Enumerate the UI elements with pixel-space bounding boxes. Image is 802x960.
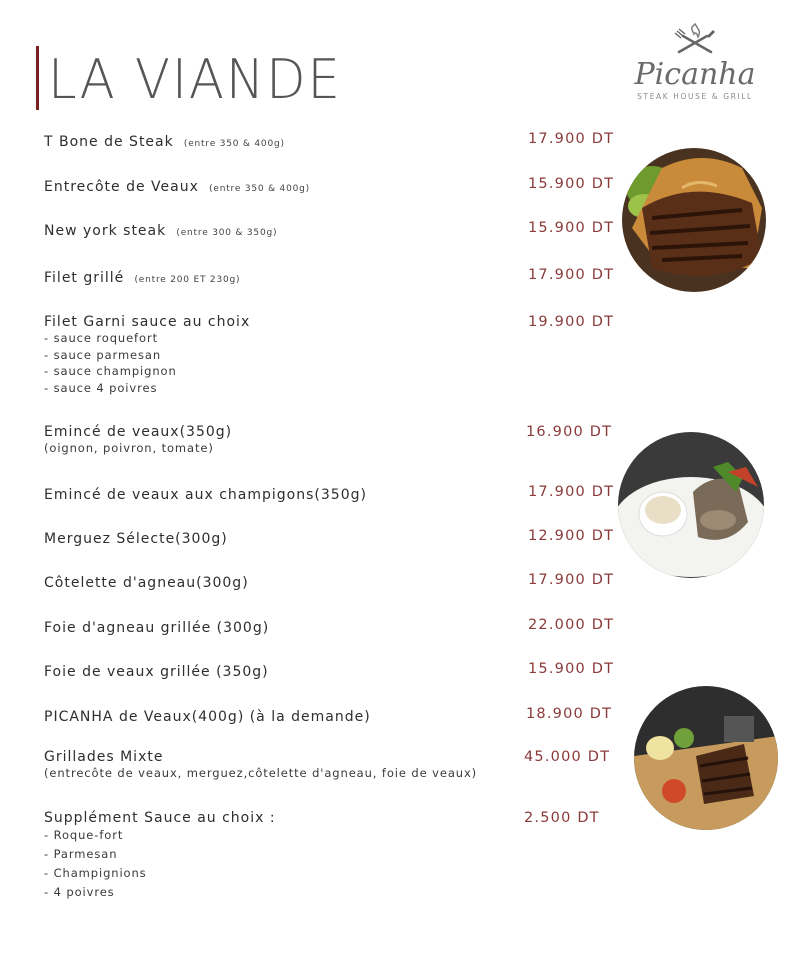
item-price: 17.900 DT — [528, 131, 615, 147]
menu-item — [44, 661, 624, 680]
menu-item — [44, 131, 624, 150]
item-name: Entrecôte de Veaux — [44, 179, 199, 195]
logo-name: Picanha — [634, 57, 756, 92]
item-name: PICANHA de Veaux(400g) (à la demande) — [44, 709, 371, 725]
menu-item — [44, 220, 624, 239]
menu-item — [44, 749, 624, 782]
item-name: Grillades Mixte — [44, 749, 164, 765]
menu-item — [44, 810, 624, 902]
item-price: 16.900 DT — [526, 424, 613, 440]
restaurant-logo — [630, 22, 760, 106]
item-name: Emincé de veaux aux champigons(350g) — [44, 487, 367, 503]
sauce-option: - sauce parmesan — [44, 347, 162, 362]
item-note: (entre 350 & 400g) — [209, 184, 310, 194]
menu-item — [44, 617, 624, 636]
sauce-option: - sauce champignon — [44, 364, 177, 378]
item-name: Foie de veaux grillée (350g) — [44, 664, 269, 680]
sauce-option: - Parmesan — [44, 847, 118, 861]
emince-photo — [618, 432, 764, 578]
menu-item — [44, 484, 624, 503]
item-name: Supplément Sauce au choix : — [44, 810, 276, 826]
steak-photo — [622, 148, 766, 292]
item-price: 2.500 DT — [524, 810, 600, 826]
item-name: Emincé de veaux(350g) — [44, 424, 233, 440]
item-price: 17.900 DT — [528, 484, 615, 500]
item-name: Filet grillé — [44, 270, 125, 286]
item-price: 15.900 DT — [528, 176, 615, 192]
item-price: 22.000 DT — [528, 617, 615, 633]
menu-item — [44, 706, 624, 725]
item-note: (entre 300 & 350g) — [176, 228, 278, 238]
menu-item — [44, 528, 624, 547]
sauce-option: - sauce 4 poivres — [44, 380, 158, 395]
item-name: T Bone de Steak — [44, 134, 174, 150]
sauce-option: - Champignions — [44, 866, 147, 880]
title-accent-bar — [36, 46, 39, 110]
item-price: 19.900 DT — [528, 314, 615, 330]
item-name: New york steak — [44, 223, 167, 239]
page-title: LA VIANDE — [48, 48, 342, 111]
item-price: 18.900 DT — [526, 706, 613, 722]
item-price: 15.900 DT — [528, 661, 615, 677]
grillades-photo — [634, 686, 778, 830]
item-price: 17.900 DT — [528, 572, 615, 588]
item-name: Merguez Sélecte(300g) — [44, 531, 228, 547]
menu-item — [44, 424, 624, 457]
item-name: Foie d'agneau grillée (300g) — [44, 620, 270, 636]
item-name: Côtelette d'agneau(300g) — [44, 575, 249, 591]
menu-item — [44, 572, 624, 591]
item-note: (entre 350 & 400g) — [183, 139, 285, 149]
logo-subtitle: STEAK HOUSE & GRILL — [637, 92, 753, 101]
sauce-option: - sauce roquefort — [44, 331, 158, 345]
sauce-option: - Roque-fort — [44, 828, 124, 842]
item-note: (entre 200 ET 230g) — [134, 275, 241, 285]
item-price: 12.900 DT — [528, 528, 615, 544]
item-price: 45.000 DT — [524, 749, 611, 765]
menu-item — [44, 176, 624, 195]
menu-item — [44, 267, 624, 286]
sauce-option: - 4 poivres — [44, 885, 115, 899]
item-name: Filet Garni sauce au choix — [44, 314, 251, 330]
item-detail: (oignon, poivron, tomate) — [44, 441, 214, 455]
crossed-utensils-flame-icon — [673, 22, 717, 58]
menu-item — [44, 314, 624, 396]
item-price: 17.900 DT — [528, 267, 615, 283]
item-price: 15.900 DT — [528, 220, 615, 236]
item-detail: (entrecôte de veaux, merguez,côtelette d'agneau, foie de veaux) — [44, 766, 478, 780]
